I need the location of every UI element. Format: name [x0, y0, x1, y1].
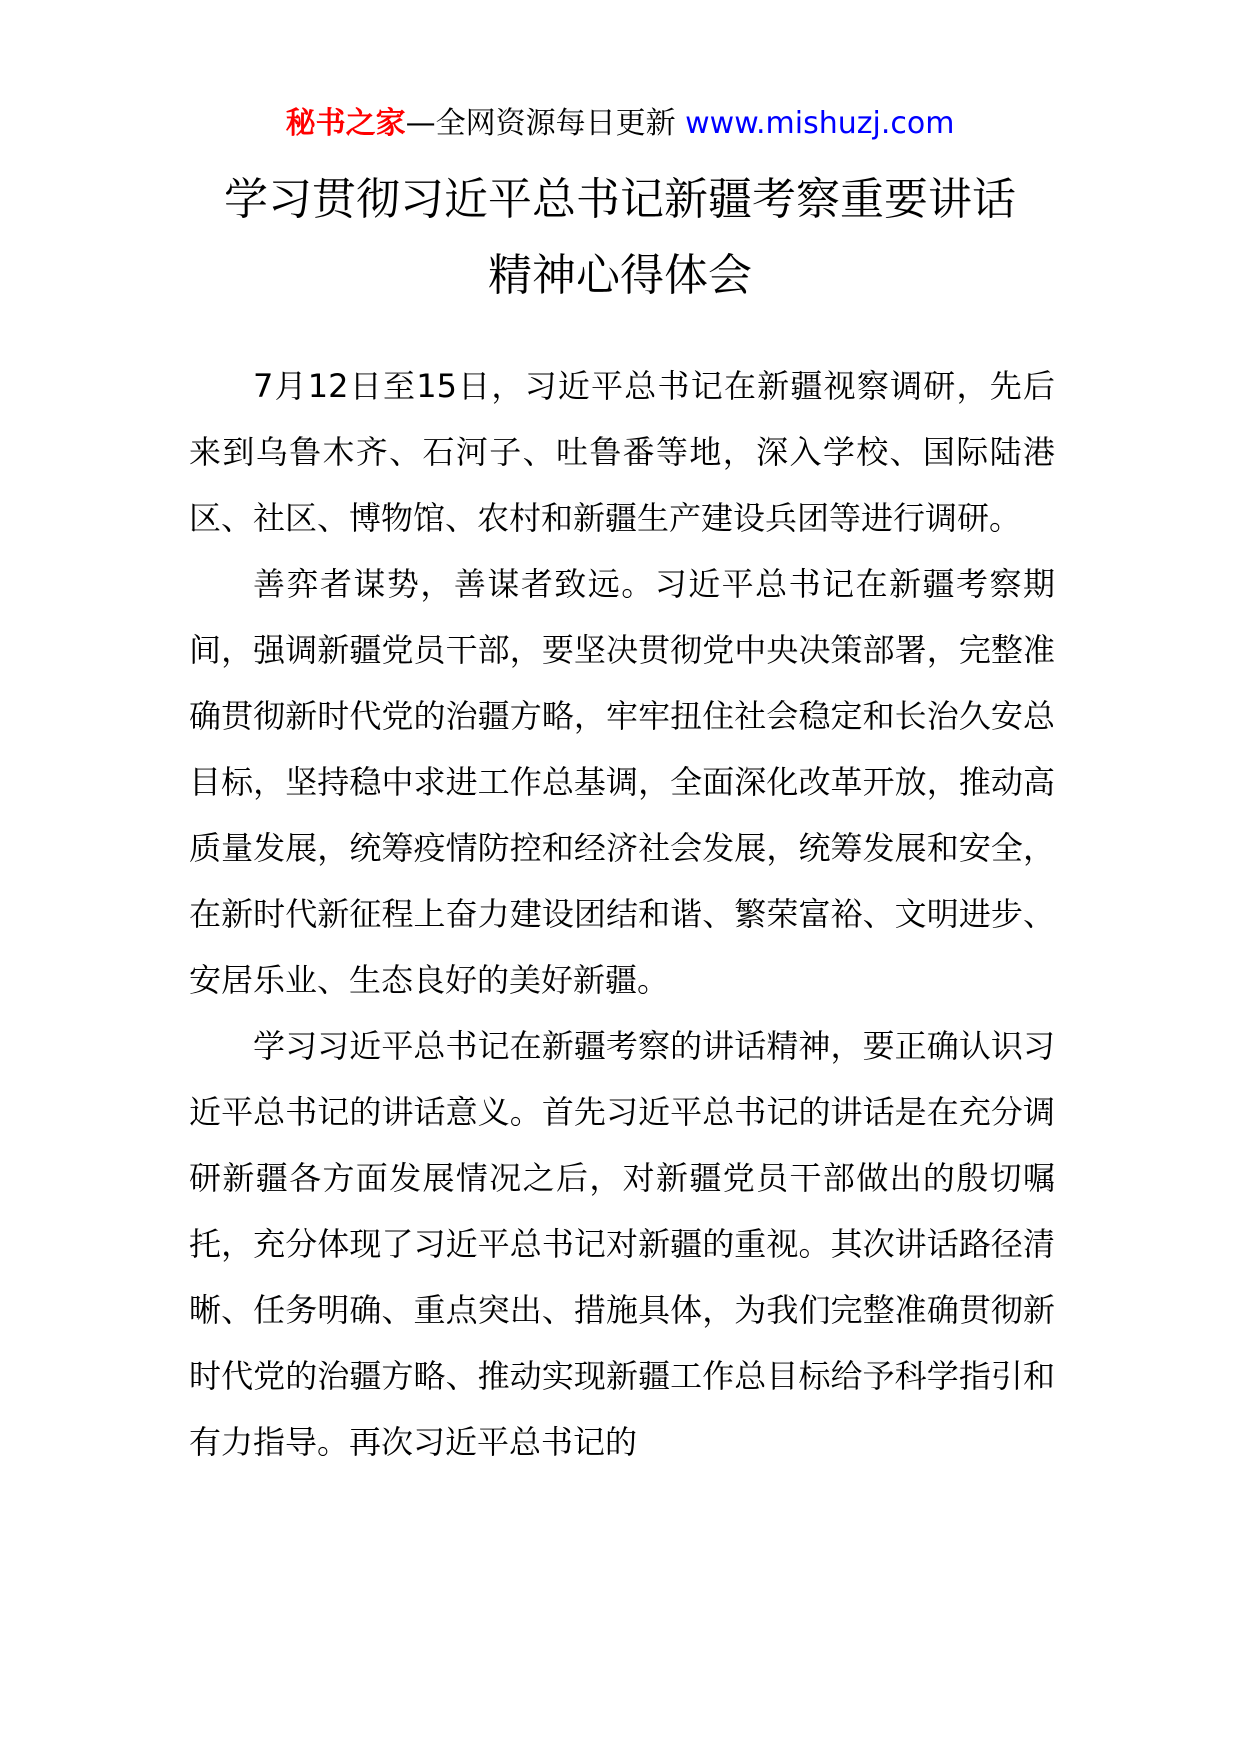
paragraph-3: 学习习近平总书记在新疆考察的讲话精神，要正确认识习近平总书记的讲话意义。首先习近平总书记的讲话是在充分调研新疆各方面发展情况之后，对新疆党员干部做出的殷切嘱托，充分体现了习近平总书记对新疆的重视。其次讲话路径清晰、任务明确、重点突出、措施具体，为我们完整准确贯彻新时代党的治疆方略、推动实现新疆工作总目标给予科学指引和有力指导。再次习近平总书记的: [189, 1027, 1055, 1461]
site-tagline: —全网资源每日更新: [405, 106, 686, 141]
paragraph-1: 7月12日至15日，习近平总书记在新疆视察调研，先后来到乌鲁木齐、石河子、吐鲁番等地，深入学校、国际陆港区、社区、博物馆、农村和新疆生产建设兵团等进行调研。: [189, 367, 1055, 537]
title-line-1: 学习贯彻习近平总书记新疆考察重要讲话: [224, 174, 1016, 225]
site-brand: 秘书之家: [285, 106, 406, 141]
paragraph-2: 善弈者谋势，善谋者致远。习近平总书记在新疆考察期间，强调新疆党员干部，要坚决贯彻党中央决策部署，完整准确贯彻新时代党的治疆方略，牢牢扭住社会稳定和长治久安总目标，坚持稳中求进工作总基调，全面深化改革开放，推动高质量发展，统筹疫情防控和经济社会发展，统筹发展和安全，在新时代新征程上奋力建设团结和谐、繁荣富裕、文明进步、安居乐业、生态良好的美好新疆。: [189, 565, 1055, 999]
document-body: [189, 353, 1055, 1475]
title-line-2: 精神心得体会: [488, 250, 752, 301]
site-header: [0, 100, 1240, 148]
site-url-link[interactable]: www.mishuzj.com: [685, 106, 955, 141]
document-title: [0, 162, 1240, 314]
